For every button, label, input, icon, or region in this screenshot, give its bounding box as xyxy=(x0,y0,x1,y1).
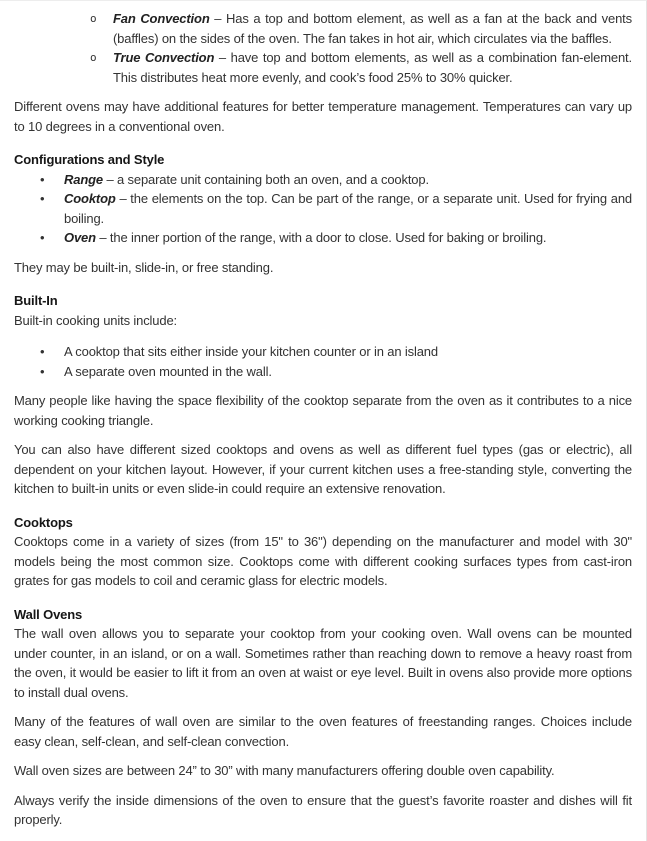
paragraph-wall-oven-features: Many of the features of wall oven are similar to the oven features of freestanding ranges. Choices include easy clean, self-clean, and self-clean convection. xyxy=(14,714,632,749)
list-item-text: A cooktop that sits either inside your kitchen counter or in an island xyxy=(64,344,438,359)
list-item-text: A separate oven mounted in the wall. xyxy=(64,363,272,379)
disc-bullet-icon: • xyxy=(40,191,45,206)
list-item-text xyxy=(64,189,632,228)
list-item-text xyxy=(113,48,632,87)
disc-bullet-icon: • xyxy=(40,363,45,379)
term-true-convection: True Convection xyxy=(113,50,215,65)
circle-bullet-icon: o xyxy=(90,51,97,64)
term-range: Range xyxy=(64,171,103,187)
heading-configurations-and-style: Configurations and Style xyxy=(14,152,165,167)
list-item xyxy=(14,48,632,87)
paragraph-wall-oven-overview: The wall oven allows you to separate your cooktop from your cooking oven. Wall ovens can be mounted under counter, in an island, or on a wall. Sometimes rather than reaching down to remove a heavy roast from the oven, it would be easier to lift it from an oven at waist or eye level. Built in ovens also provide more options to install dual ovens. xyxy=(14,626,632,700)
paragraph-builtin-intro: Built-in cooking units include: xyxy=(14,312,177,328)
list-item xyxy=(14,342,632,362)
paragraph-cooktop-sizes: Cooktops come in a variety of sizes (from 15" to 36") depending on the manufacturer and model with 30" models being the most common size. Cooktops come with different cooking surfaces types from cast-iron grates for gas models to coil and ceramic glass for electric models. xyxy=(14,534,632,588)
term-fan-convection: Fan Convection xyxy=(113,11,210,26)
paragraph-standing-types: They may be built-in, slide-in, or free standing. xyxy=(14,259,274,275)
list-item-text xyxy=(64,170,632,190)
term-definition: – the inner portion of the range, with a door to close. Used for baking or broiling. xyxy=(95,230,547,245)
disc-bullet-icon: • xyxy=(40,230,45,245)
term-definition: – Has a top and bottom element, as well as a fan at the back and vents (baffles) on the sides of the oven. The fan takes in hot air, which circulates via the baffles. xyxy=(113,11,632,46)
term-definition: – a separate unit containing both an oven, and a cooktop. xyxy=(102,171,429,187)
term-definition: – have top and bottom elements, as well as a combination fan-element. This distributes heat more evenly, and cook’s food 25% to 30% quicker. xyxy=(113,50,632,85)
list-item-text xyxy=(113,9,632,48)
builtin-units-list xyxy=(14,342,632,381)
heading-built-in: Built-In xyxy=(14,293,58,308)
paragraph-wall-oven-sizes: Wall oven sizes are between 24” to 30” with many manufacturers offering double oven capability. xyxy=(14,763,555,778)
list-item xyxy=(14,170,632,190)
paragraph-fuel-types: You can also have different sized cooktops and ovens as well as different fuel types (gas or electric), all dependent on your kitchen layout. However, if your current kitchen uses a free-standing style, converting the kitchen to built-in units or even slide-in could require an extensive renovation. xyxy=(14,442,632,496)
paragraph-temperature-features: Different ovens may have additional features for better temperature management. Temperatures can vary up to 10 degrees in a conventional oven. xyxy=(14,99,632,134)
heading-cooktops: Cooktops xyxy=(14,514,73,530)
list-item-text xyxy=(64,228,632,248)
list-item xyxy=(14,9,632,48)
term-cooktop: Cooktop xyxy=(64,191,116,206)
list-item xyxy=(14,362,632,382)
disc-bullet-icon: • xyxy=(40,171,45,187)
heading-wall-ovens: Wall Ovens xyxy=(14,606,83,622)
paragraph-verify-dimensions: Always verify the inside dimensions of the oven to ensure that the guest’s favorite roaster and dishes will fit properly. xyxy=(14,792,632,827)
list-item xyxy=(14,228,632,248)
disc-bullet-icon: • xyxy=(40,344,45,359)
circle-bullet-icon: o xyxy=(90,12,97,25)
term-definition: – the elements on the top. Can be part of the range, or a separate unit. Used for frying and boiling. xyxy=(64,191,632,226)
list-item xyxy=(14,189,632,228)
term-oven: Oven xyxy=(64,230,96,245)
configurations-list xyxy=(14,170,632,248)
convection-list xyxy=(14,9,632,87)
paragraph-space-flexibility: Many people like having the space flexibility of the cooktop separate from the oven as it contributes to a nice working cooking triangle. xyxy=(14,393,632,428)
